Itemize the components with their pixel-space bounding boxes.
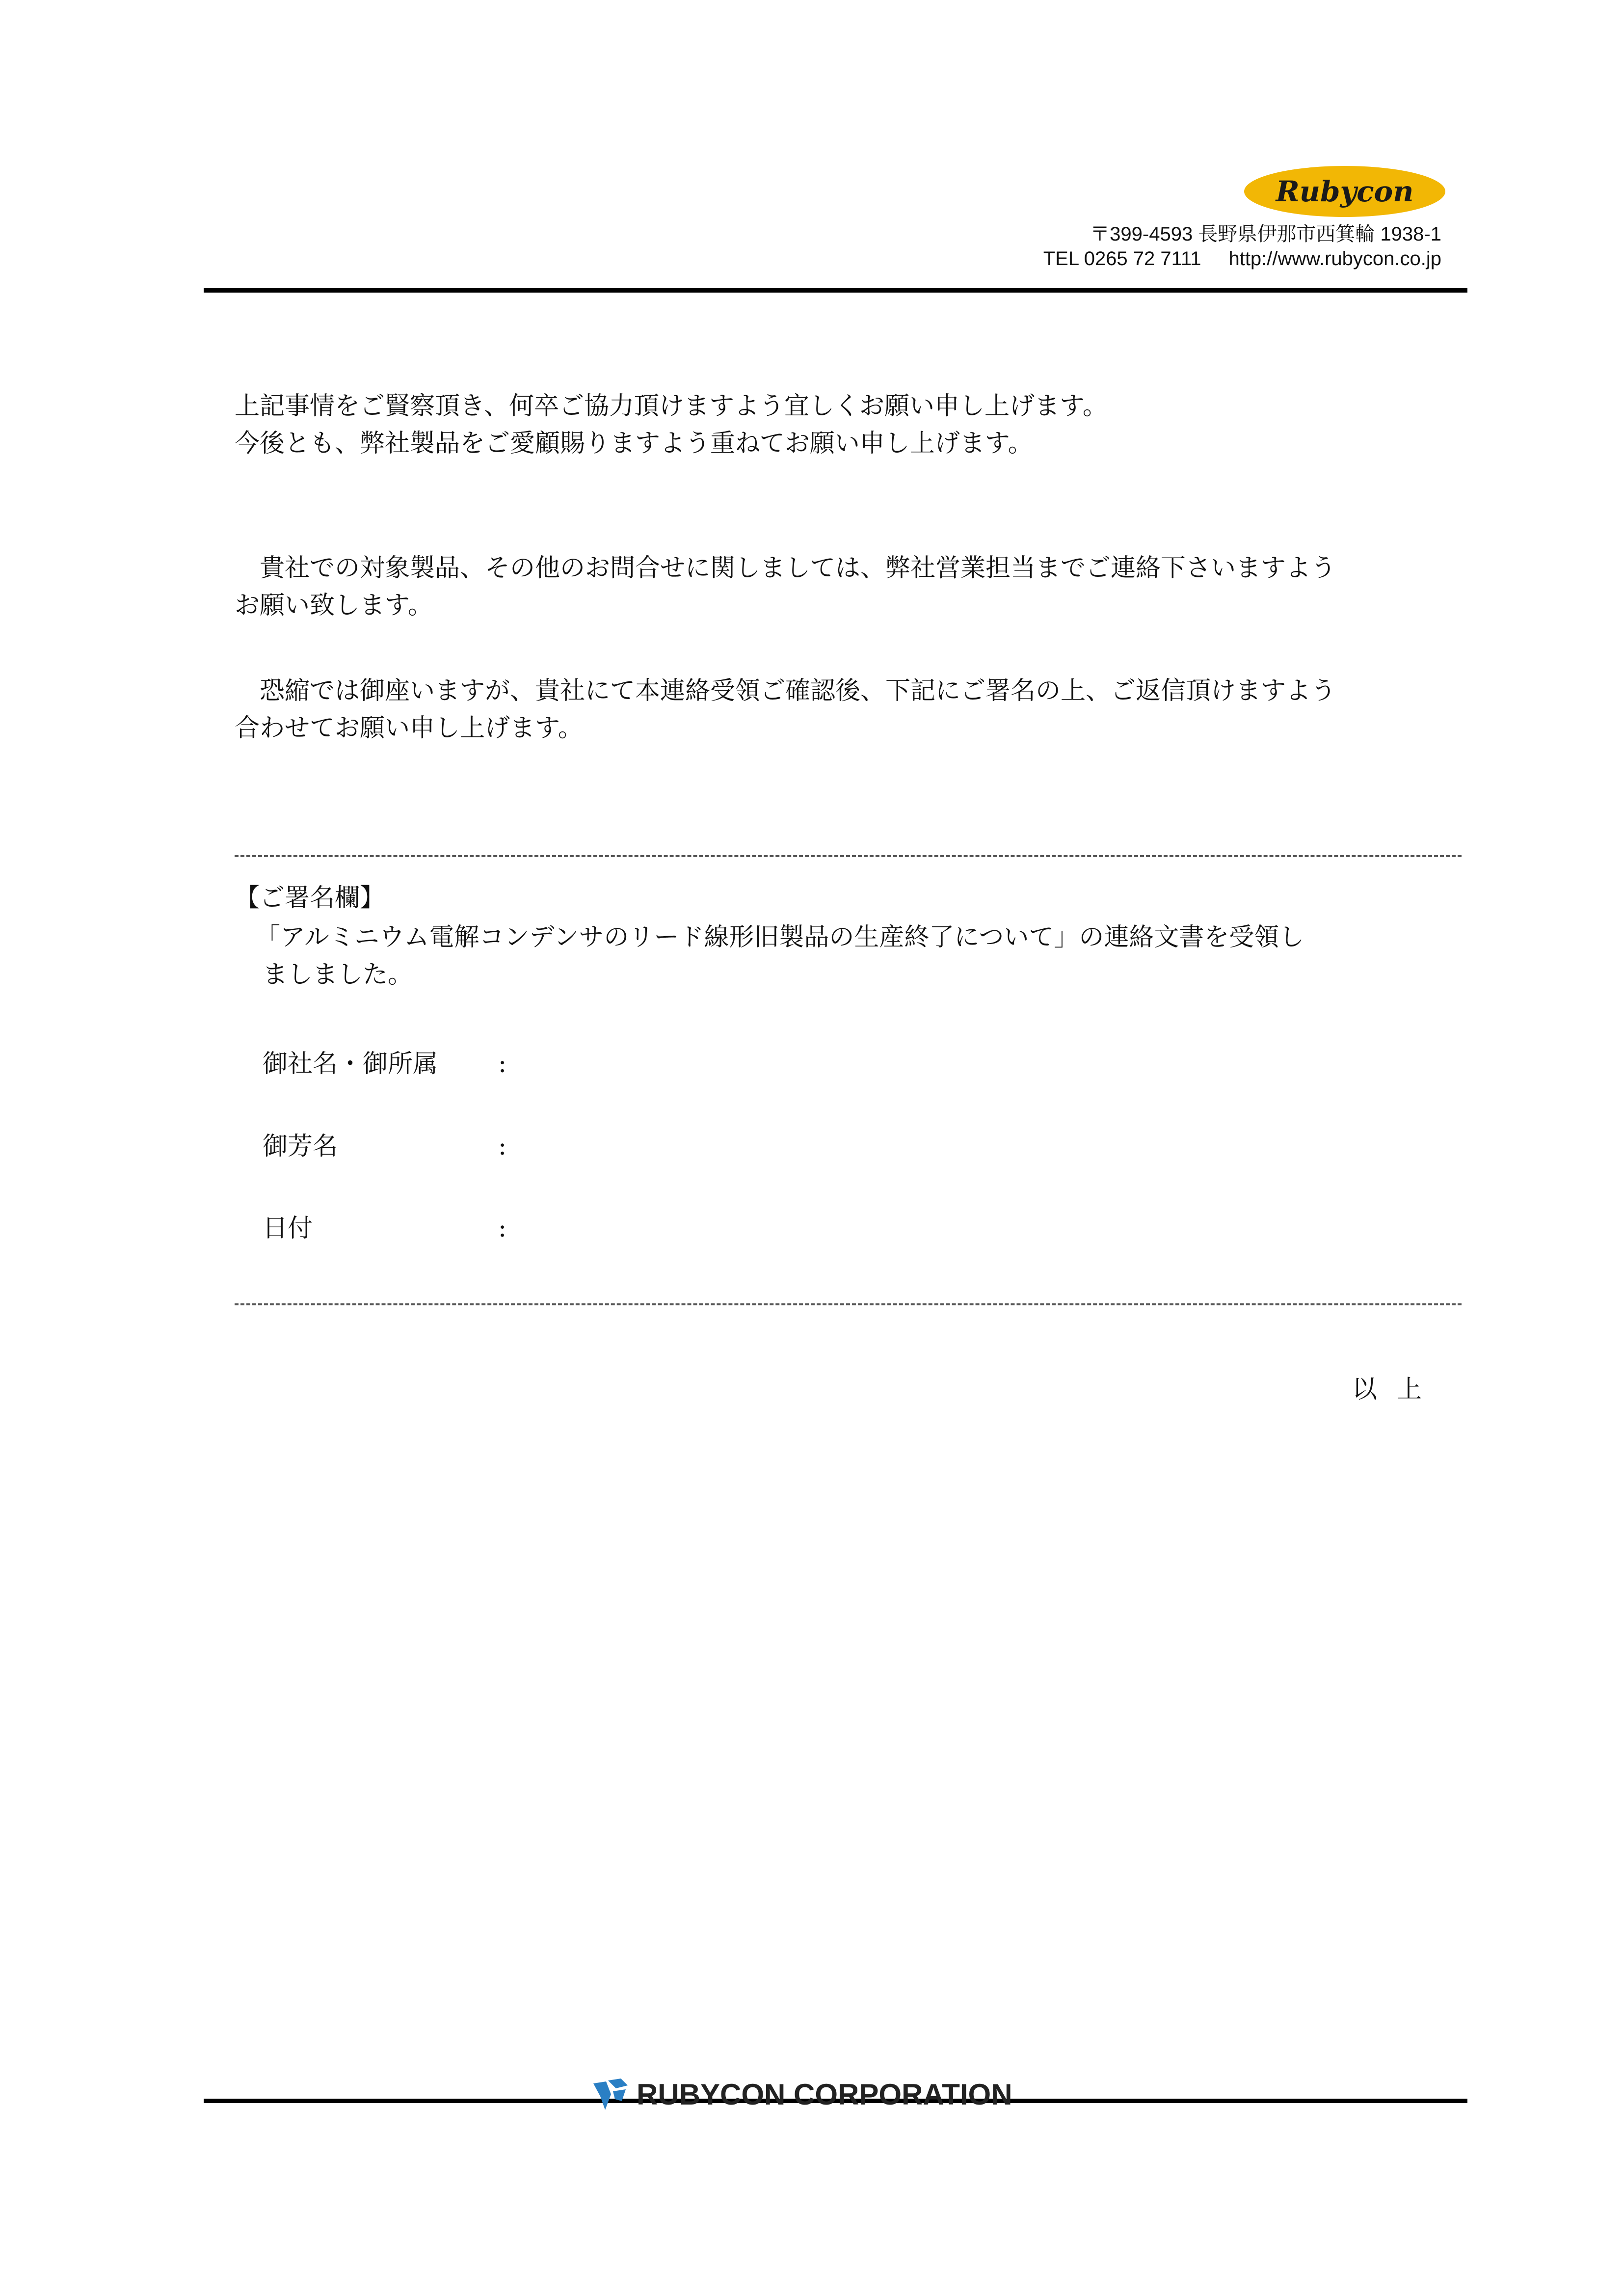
signature-statement [255, 919, 1304, 994]
paragraph-line: 貴社での対象製品、その他のお問合せに関しましては、弊社営業担当までご連絡下さいますよう [235, 554, 1336, 583]
paragraph-line: 恐縮では御座いますが、貴社にて本連絡受領ご確認後、下記にご署名の上、ご返信頂けますよう [235, 676, 1336, 705]
rubycon-mark-icon [591, 2077, 630, 2112]
statement-line: ましました。 [263, 960, 413, 989]
paragraph-line: 上記事情をご賢察頂き、何卒ご協力頂けますよう宜しくお願い申し上げます。 [235, 392, 1108, 421]
field-colon: : [498, 1132, 507, 1161]
field-label: 御社名・御所属 [263, 1050, 438, 1079]
logo-text: Rubycon [1276, 175, 1414, 208]
field-date [263, 1210, 507, 1247]
rubycon-logo [1242, 162, 1448, 221]
paragraph-line: 今後とも、弊社製品をご愛顧賜りますよう重ねてお願い申し上げます。 [235, 429, 1033, 458]
field-label: 御芳名 [263, 1132, 338, 1161]
company-address: 〒399-4593 長野県伊那市西箕輪 1938-1 [1090, 223, 1441, 245]
field-colon: : [498, 1050, 507, 1079]
paragraph-inquiry [235, 550, 1462, 624]
paragraph-line: 合わせてお願い申し上げます。 [235, 714, 583, 743]
field-label: 日付 [263, 1214, 313, 1243]
header-rule [204, 288, 1467, 293]
website-url[interactable]: http://www.rubycon.co.jp [1228, 248, 1441, 270]
telephone: TEL 0265 72 7111 [1043, 248, 1201, 270]
paragraph-reply-request [235, 673, 1462, 747]
field-company [263, 1046, 507, 1083]
footer-company [591, 2077, 1012, 2112]
closing-mark: 以上 [1352, 1375, 1441, 1404]
statement-line: 「アルミニウム電解コンデンサのリード線形旧製品の生産終了について」の連絡文書を受領し [255, 923, 1304, 952]
signature-divider-top [235, 855, 1462, 857]
company-name: RUBYCON CORPORATION [637, 2078, 1012, 2111]
signature-title: 【ご署名欄】 [235, 884, 385, 913]
paragraph-line: お願い致します。 [235, 591, 433, 620]
field-colon: : [498, 1214, 507, 1243]
field-name [263, 1128, 507, 1165]
contact-line [1043, 248, 1441, 270]
paragraph-request [235, 388, 1462, 462]
signature-divider-bottom [235, 1303, 1462, 1305]
